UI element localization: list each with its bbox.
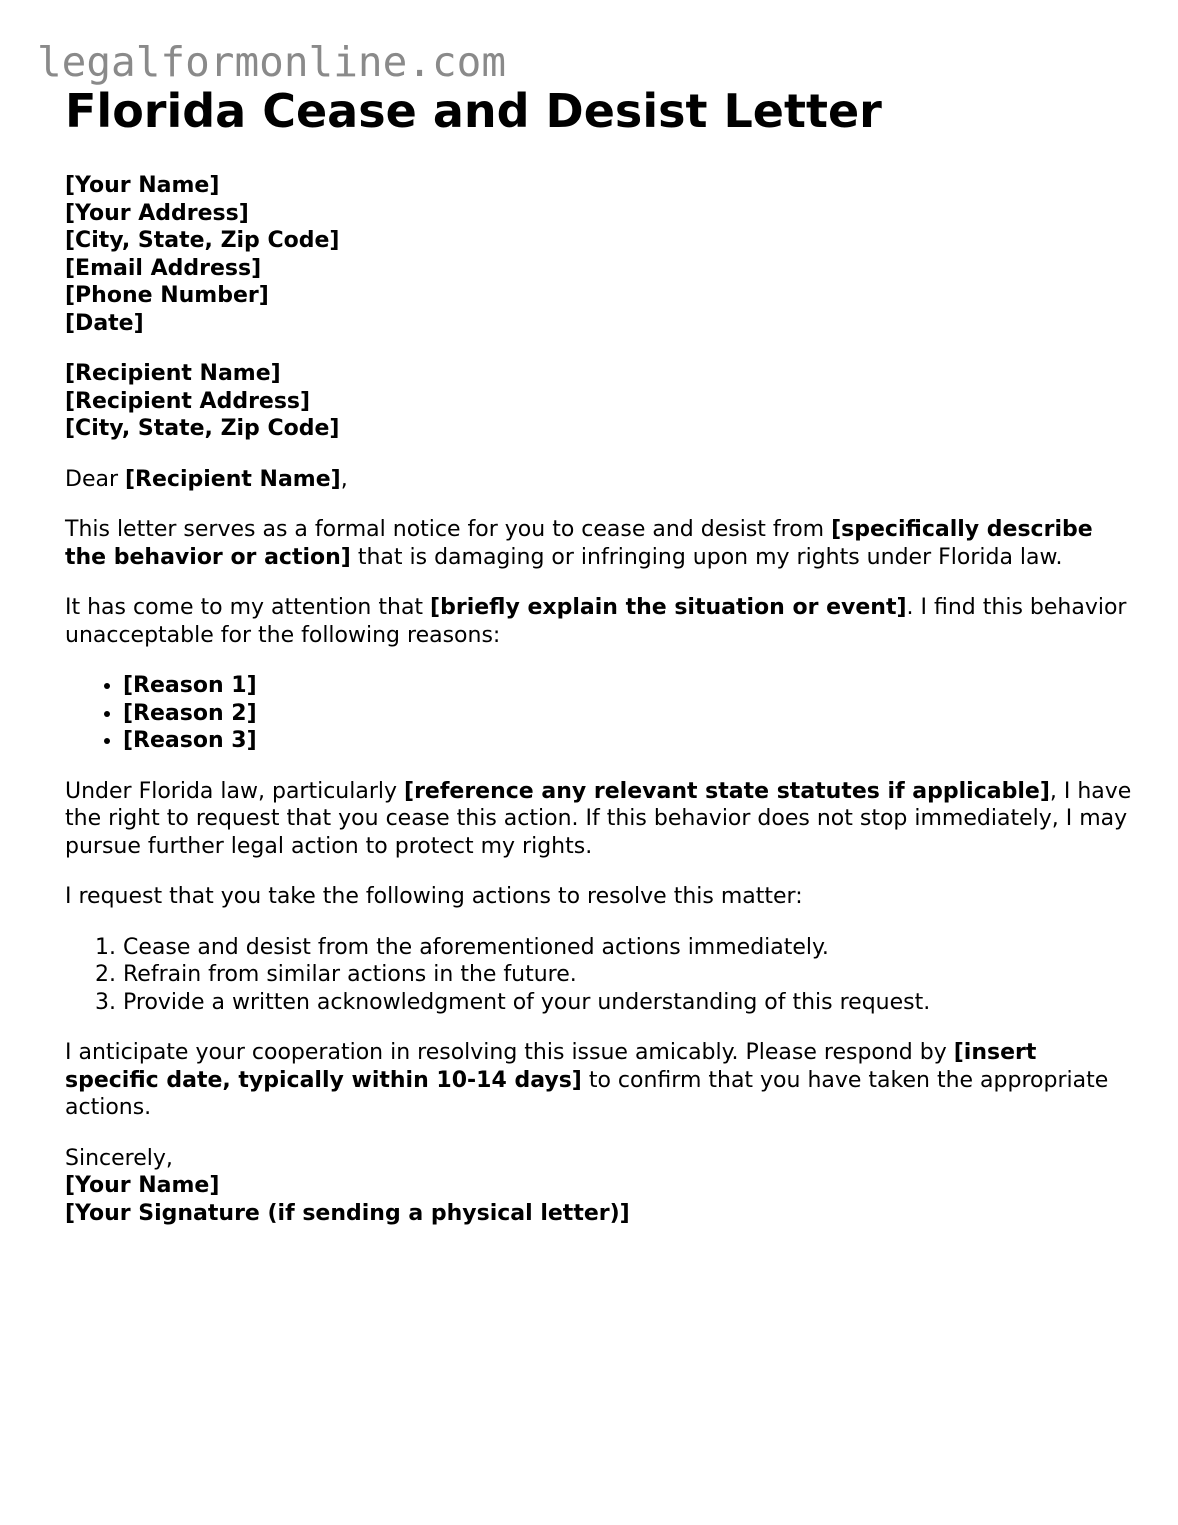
greeting-post: , <box>340 466 348 492</box>
paragraph-situation-pre: It has come to my attention that <box>65 595 431 620</box>
sender-block <box>65 172 1135 337</box>
recipient-city-state-zip: [City, State, Zip Code] <box>65 416 340 441</box>
list-item: 2. Refrain from similar actions in the future. <box>123 961 1135 989</box>
paragraph-notice-pre: This letter serves as a formal notice for you to cease and desist from <box>65 517 832 542</box>
paragraph-situation <box>65 594 1135 649</box>
paragraph-law-pre: Under Florida law, particularly <box>65 778 405 804</box>
signature-name: [Your Name] <box>65 1173 220 1198</box>
paragraph-notice-post: that is damaging or infringing upon my rights under Florida law. <box>350 544 1063 570</box>
page-title: Florida Cease and Desist Letter <box>65 84 882 138</box>
greeting <box>65 466 1135 494</box>
watermark: legalformonline.com <box>37 38 506 86</box>
paragraph-situation-post: . I find this behavior unacceptable for the following reasons: <box>65 595 1127 648</box>
recipient-address: [Recipient Address] <box>65 388 311 414</box>
paragraph-response-pre: I anticipate your cooperation in resolving this issue amicably. Please respond by <box>65 1040 954 1065</box>
paragraph-response <box>65 1039 1135 1122</box>
closing-block <box>65 1145 1135 1228</box>
sender-city-state-zip: [City, State, Zip Code] <box>65 228 340 253</box>
letter-date: [Date] <box>65 310 144 336</box>
sender-name: [Your Name] <box>65 173 220 198</box>
sender-address: [Your Address] <box>65 200 249 226</box>
list-item: 3. Provide a written acknowledgment of your understanding of this request. <box>123 989 1135 1017</box>
actions-list <box>65 934 1135 1017</box>
paragraph-response-post: to confirm that you have taken the appropriate actions. <box>65 1067 1109 1120</box>
sender-email: [Email Address] <box>65 255 262 281</box>
list-item: • [Reason 1] <box>123 672 1135 700</box>
paragraph-notice <box>65 516 1135 571</box>
recipient-block <box>65 360 1135 443</box>
list-item: • [Reason 3] <box>123 727 1135 755</box>
list-item: 1. Cease and desist from the aforementioned actions immediately. <box>123 934 1135 962</box>
greeting-name: [Recipient Name] <box>125 466 341 492</box>
sender-phone: [Phone Number] <box>65 283 269 308</box>
closing: Sincerely, <box>65 1145 173 1171</box>
recipient-name: [Recipient Name] <box>65 361 281 386</box>
paragraph-request: I request that you take the following actions to resolve this matter: <box>65 884 803 909</box>
paragraph-law <box>65 778 1135 861</box>
list-item: • [Reason 2] <box>123 700 1135 728</box>
paragraph-law-placeholder: [reference any relevant state statutes if applicable] <box>404 778 1050 804</box>
paragraph-response-placeholder: [insert specific date, typically within 10-14 days] <box>65 1040 1037 1093</box>
letter-page <box>65 84 1135 1227</box>
signature-line: [Your Signature (if sending a physical letter)] <box>65 1200 630 1226</box>
greeting-pre: Dear <box>65 466 125 492</box>
paragraph-law-post: , I have the right to request that you cease this action. If this behavior does not stop immediately, I may pursue further legal action to protect my rights. <box>65 778 1132 859</box>
paragraph-situation-placeholder: [briefly explain the situation or event] <box>430 595 907 620</box>
reasons-list <box>65 672 1135 755</box>
paragraph-notice-placeholder: [specifically describe the behavior or action] <box>65 517 1093 570</box>
